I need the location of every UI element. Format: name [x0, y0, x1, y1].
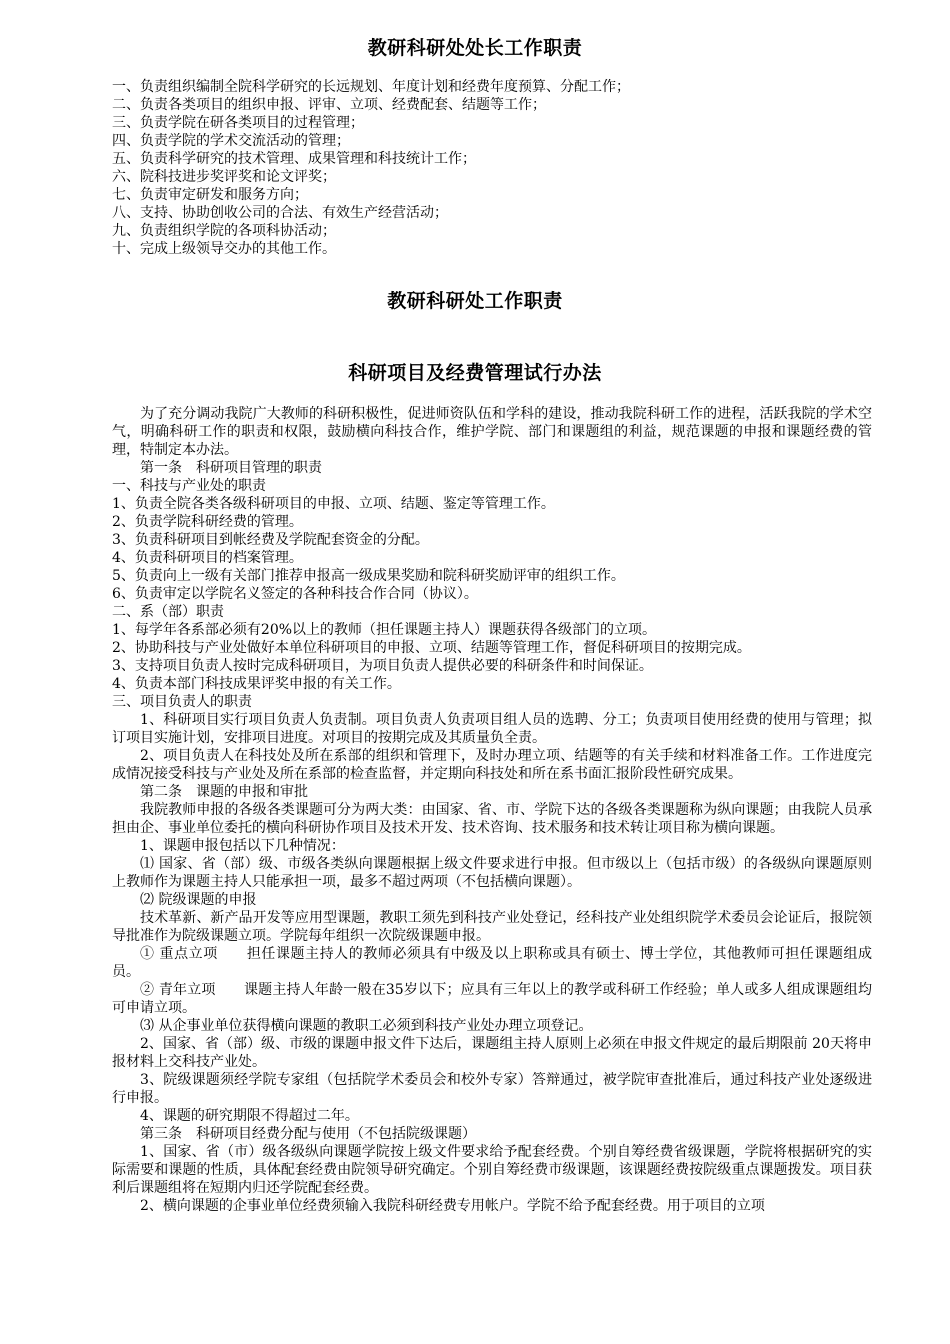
list-item: 1、负责全院各类各级科研项目的申报、立项、结题、鉴定等管理工作。 — [112, 496, 555, 512]
list-item: 1、课题申报包括以下几种情况： — [140, 838, 345, 854]
duty-item: 六、院科技进步奖评奖和论文评奖； — [112, 169, 336, 185]
article-heading: 第三条 科研项目经费分配与使用（不包括院级课题） — [140, 1126, 476, 1142]
paragraph: 1、国家、省（市）级各级纵向课题学院按上级文件要求给予配套经费。个别自筹经费省级课题，学院将根据研究的实际需要和课题的性质，具体配套经费由院领导研究确定。个别自筹经费市级课题，该课题经费按院级重点课题拨发。项目获利后课题组将在短期内归还学院配套经费。 — [112, 1144, 872, 1196]
paragraph: ② 青年立项 课题主持人年龄一般在35岁以下；应具有三年以上的教学或科研工作经验；单人或多人组成课题组均可申请立项。 — [112, 982, 872, 1016]
list-item: 5、负责向上一级有关部门推荐申报高一级成果奖励和院科研奖励评审的组织工作。 — [112, 568, 625, 584]
title-director-duties: 教研科研处处长工作职责 — [367, 37, 583, 59]
intro-paragraph: 为了充分调动我院广大教师的科研积极性，促进师资队伍和学科的建设，推动我院科研工作的进程，活跃我院的学术空气，明确科研工作的职责和权限，鼓励横向科技合作，维护学院、部门和课题组的利益，规范课题的申报和课题经费的管理，特制定本办法。 — [112, 406, 872, 458]
list-item: 4、负责科研项目的档案管理。 — [112, 550, 303, 566]
list-item: 1、每学年各系部必须有20%以上的教师（担任课题主持人）课题获得各级部门的立项。 — [112, 622, 657, 638]
section-heading: 一、科技与产业处的职责 — [112, 478, 266, 494]
paragraph: 我院教师申报的各级各类课题可分为两大类：由国家、省、市、学院下达的各级各类课题称为纵向课题；由我院人员承担由企、事业单位委托的横向科研协作项目及技术开发、技术咨询、技术服务和技术转让项目称为横向课题。 — [112, 802, 872, 836]
duty-item: 十、完成上级领导交办的其他工作。 — [112, 241, 336, 257]
duty-item: 一、负责组织编制全院科学研究的长远规划、年度计划和经费年度预算、分配工作； — [112, 79, 630, 95]
section-heading: 三、项目负责人的职责 — [112, 694, 252, 710]
paragraph: ① 重点立项 担任课题主持人的教师必须具有中级及以上职称或具有硕士、博士学位，其他教师可担任课题组成员。 — [112, 946, 872, 980]
list-item: 4、负责本部门科技成果评奖申报的有关工作。 — [112, 676, 401, 692]
paragraph: 2、项目负责人在科技处及所在系部的组织和管理下，及时办理立项、结题等的有关手续和材料准备工作。工作进度完成情况接受科技与产业处及所在系部的检查监督，并定期向科技处和所在系书面汇报阶段性研究成果。 — [112, 748, 872, 782]
duty-item: 八、支持、协助创收公司的合法、有效生产经营活动； — [112, 205, 448, 221]
paragraph: 2、国家、省（部）级、市级的课题申报文件下达后，课题组主持人原则上必须在申报文件规定的最后期限前 20天将申报材料上交科技产业处。 — [112, 1036, 872, 1070]
section-heading: 二、系（部）职责 — [112, 604, 224, 620]
list-item: 4、课题的研究期限不得超过二年。 — [140, 1108, 359, 1124]
duties-list — [112, 78, 872, 258]
duty-item: 五、负责科学研究的技术管理、成果管理和科技统计工作； — [112, 151, 476, 167]
paragraph: 技术革新、新产品开发等应用型课题，教职工须先到科技产业处登记，经科技产业处组织院学术委员会论证后，报院领导批准作为院级课题立项。学院每年组织一次院级课题申报。 — [112, 910, 872, 944]
list-item: 2、负责学院科研经费的管理。 — [112, 514, 303, 530]
paragraph: 3、院级课题须经学院专家组（包括院学术委员会和校外专家）答辩通过，被学院审查批准后，通过科技产业处逐级进行申报。 — [112, 1072, 872, 1106]
article-heading: 第二条 课题的申报和审批 — [140, 784, 308, 800]
duty-item: 七、负责审定研发和服务方向； — [112, 187, 308, 203]
list-item: ⑵ 院级课题的申报 — [140, 892, 257, 908]
paragraph: ⑴ 国家、省（部）级、市级各类纵向课题根据上级文件要求进行申报。但市级以上（包括市级）的各级纵向课题原则上教师作为课题主持人只能承担一项，最多不超过两项（不包括横向课题）。 — [112, 856, 872, 890]
duty-item: 九、负责组织学院的各项科协活动； — [112, 223, 336, 239]
list-item: ⑶ 从企事业单位获得横向课题的教职工必须到科技产业处办理立项登记。 — [140, 1018, 593, 1034]
list-item: 3、负责科研项目到帐经费及学院配套资金的分配。 — [112, 532, 429, 548]
measures-body — [112, 405, 872, 1215]
paragraph: 1、科研项目实行项目负责人负责制。项目负责人负责项目组人员的选聘、分工；负责项目使用经费的使用与管理；拟订项目实施计划，安排项目进度。对项目的按期完成及其质量负全责。 — [112, 712, 872, 746]
duty-item: 四、负责学院的学术交流活动的管理； — [112, 133, 350, 149]
title-office-duties: 教研科研处工作职责 — [387, 290, 563, 312]
paragraph: 2、横向课题的企事业单位经费须输入我院科研经费专用帐户。学院不给予配套经费。用于项目的立项 — [140, 1198, 765, 1214]
article-heading: 第一条 科研项目管理的职责 — [140, 460, 322, 476]
duty-item: 三、负责学院在研各类项目的过程管理； — [112, 115, 364, 131]
list-item: 6、负责审定以学院名义签定的各种科技合作合同（协议）。 — [112, 586, 478, 602]
duty-item: 二、负责各类项目的组织申报、评审、立项、经费配套、结题等工作； — [112, 97, 546, 113]
title-management-measures: 科研项目及经费管理试行办法 — [348, 362, 602, 384]
list-item: 3、支持项目负责人按时完成科研项目，为项目负责人提供必要的科研条件和时间保证。 — [112, 658, 653, 674]
list-item: 2、协助科技与产业处做好本单位科研项目的申报、立项、结题等管理工作，督促科研项目的按期完成。 — [112, 640, 751, 656]
